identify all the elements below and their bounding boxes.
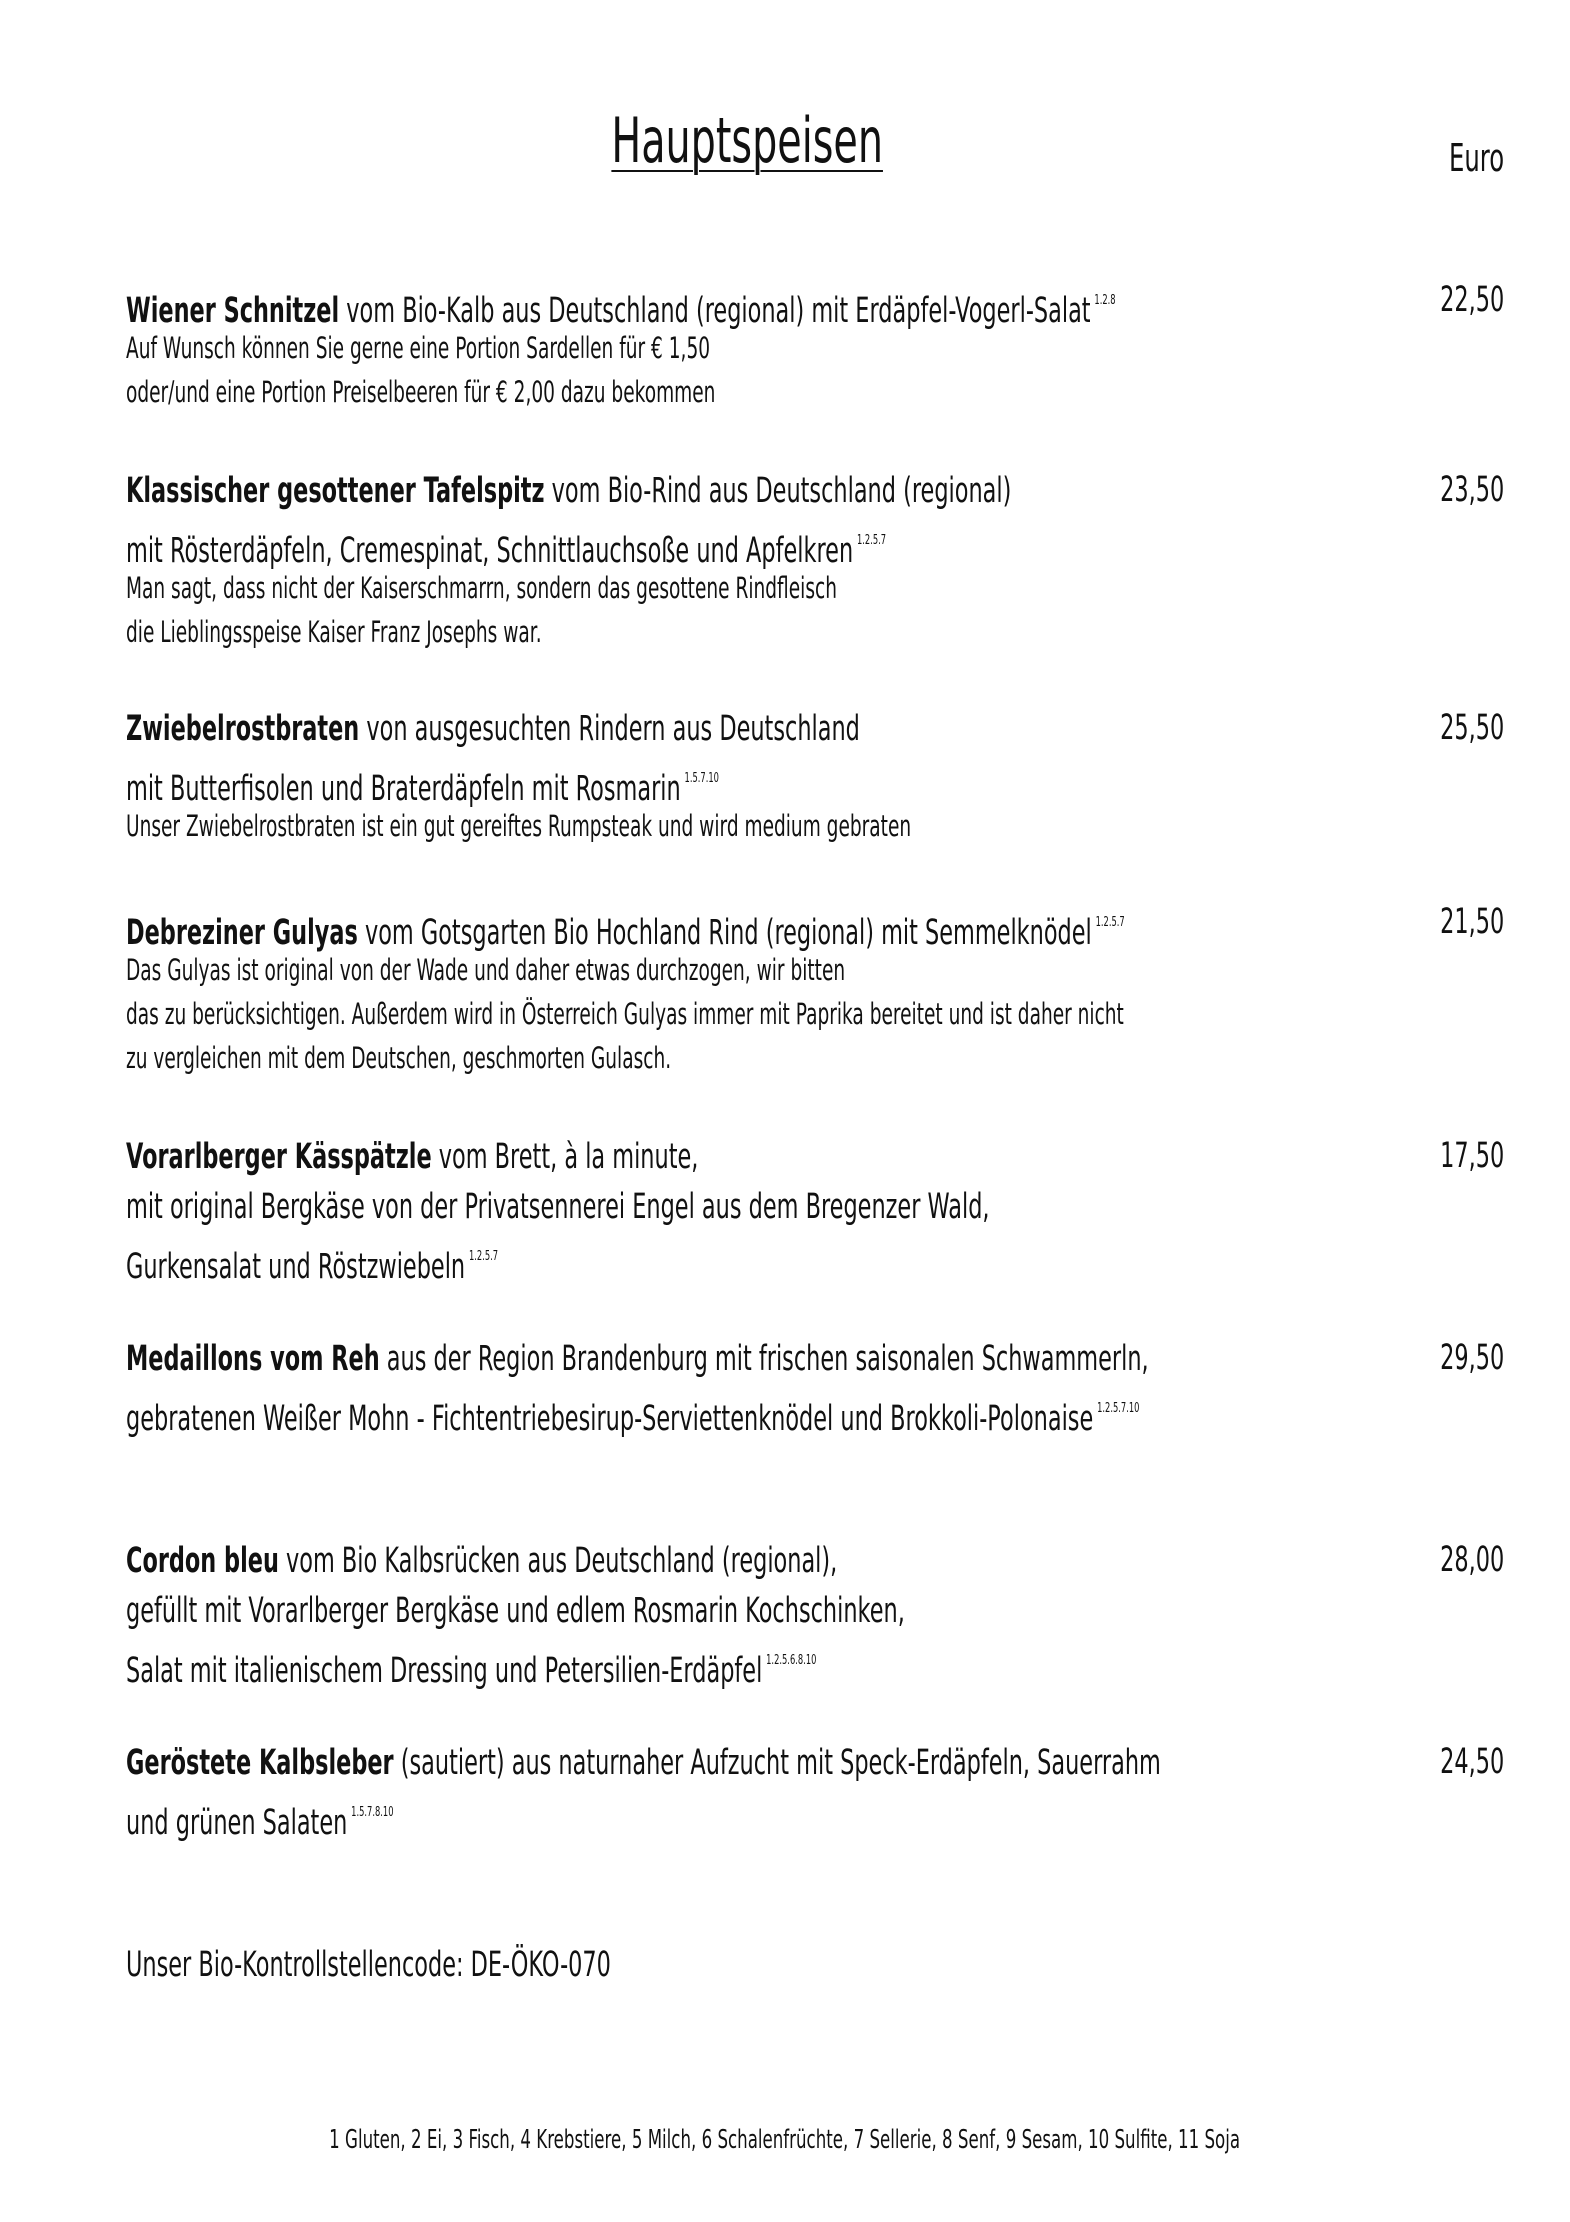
- allergen-codes: 1.2.8: [1094, 293, 1116, 308]
- dish-description: mit original Bergkäse von der Privatsennerei Engel aus dem Bregenzer Wald,: [126, 1187, 990, 1227]
- allergen-codes: 1.2.5.7.10: [1097, 1401, 1140, 1416]
- dish-description: Gurkensalat und Röstzwiebeln: [126, 1247, 466, 1287]
- dish-note: das zu berücksichtigen. Außerdem wird in Österreich Gulyas immer mit Paprika bereitet und ist daher nicht: [126, 997, 1124, 1031]
- menu-item-zwiebelrostbraten: [126, 704, 1426, 848]
- dish-description: mit Butterfisolen und Braterdäpfeln mit Rosmarin: [126, 769, 681, 809]
- dish-description: vom Bio-Rind aus Deutschland (regional): [551, 471, 1012, 511]
- dish-note: Unser Zwiebelrostbraten ist ein gut gereiftes Rumpsteak und wird medium gebraten: [126, 809, 912, 843]
- dish-price: 22,50: [1439, 280, 1504, 320]
- menu-item-cordon-bleu: [126, 1536, 1426, 1691]
- dish-note: Das Gulyas ist original von der Wade und daher etwas durchzogen, wir bitten: [126, 953, 846, 987]
- dish-description: vom Bio-Kalb aus Deutschland (regional) mit Erdäpfel-Vogerl-Salat: [346, 291, 1091, 331]
- dish-description: und grünen Salaten: [126, 1803, 348, 1843]
- allergen-codes: 1.2.5.7: [1095, 915, 1125, 930]
- dish-description: (sautiert) aus naturnaher Aufzucht mit Speck-Erdäpfeln, Sauerrahm: [400, 1743, 1161, 1783]
- menu-item-debreziner-gulyas: [126, 898, 1426, 1080]
- dish-price: 25,50: [1439, 708, 1504, 748]
- dish-name: Geröstete Kalbsleber: [126, 1743, 394, 1783]
- dish-note: Man sagt, dass nicht der Kaiserschmarrn, sondern das gesottene Rindfleisch: [126, 571, 837, 605]
- dish-note: oder/und eine Portion Preiselbeeren für € 2,00 dazu bekommen: [126, 375, 716, 409]
- dish-name: Wiener Schnitzel: [126, 291, 340, 331]
- allergen-legend: 1 Gluten, 2 Ei, 3 Fisch, 4 Krebstiere, 5 Milch, 6 Schalenfrüchte, 7 Sellerie, 8 Senf, 9 Sesam, 10 Sulfite, 11 Soja: [329, 2125, 1241, 2155]
- dish-price: 17,50: [1439, 1136, 1504, 1176]
- dish-description: mit Rösterdäpfeln, Cremespinat, Schnittlauchsoße und Apfelkren: [126, 531, 854, 571]
- menu-item-kaesspaetzle: [126, 1132, 1426, 1287]
- dish-price: 23,50: [1439, 470, 1504, 510]
- dish-price: 28,00: [1439, 1540, 1504, 1580]
- dish-description: vom Gotsgarten Bio Hochland Rind (regional) mit Semmelknödel: [364, 913, 1092, 953]
- dish-description: gebratenen Weißer Mohn - Fichtentriebesirup-Serviettenknödel und Brokkoli-Polonaise: [126, 1399, 1094, 1439]
- currency-label: Euro: [1448, 136, 1504, 180]
- allergen-codes: 1.5.7.8.10: [351, 1805, 394, 1820]
- page-title: Hauptspeisen: [611, 104, 884, 177]
- dish-description: gefüllt mit Vorarlberger Bergkäse und edlem Rosmarin Kochschinken,: [126, 1591, 905, 1631]
- allergen-codes: 1.2.5.6.8.10: [766, 1653, 817, 1668]
- menu-item-tafelspitz: [126, 466, 1426, 654]
- dish-name: Debreziner Gulyas: [126, 913, 358, 953]
- dish-price: 24,50: [1439, 1742, 1504, 1782]
- dish-description: vom Brett, à la minute,: [438, 1137, 699, 1177]
- dish-name: Vorarlberger Kässpätzle: [126, 1137, 432, 1177]
- page-title-wrapper: [0, 104, 1495, 177]
- dish-name: Zwiebelrostbraten: [126, 709, 360, 749]
- dish-description: Salat mit italienischem Dressing und Petersilien-Erdäpfel: [126, 1651, 763, 1691]
- dish-description: vom Bio Kalbsrücken aus Deutschland (regional),: [286, 1541, 838, 1581]
- menu-item-kalbsleber: [126, 1738, 1426, 1843]
- dish-price: 29,50: [1439, 1338, 1504, 1378]
- dish-name: Cordon bleu: [126, 1541, 279, 1581]
- dish-price: 21,50: [1439, 902, 1504, 942]
- dish-note: Auf Wunsch können Sie gerne eine Portion Sardellen für € 1,50: [126, 331, 711, 365]
- allergen-codes: 1.2.5.7: [468, 1249, 499, 1264]
- menu-item-medaillons-reh: [126, 1334, 1426, 1439]
- dish-note: die Lieblingsspeise Kaiser Franz Josephs war.: [126, 615, 542, 649]
- dish-description: aus der Region Brandenburg mit frischen saisonalen Schwammerln,: [386, 1339, 1149, 1379]
- dish-name: Klassischer gesottener Tafelspitz: [126, 471, 545, 511]
- allergen-codes: 1.5.7.10: [684, 771, 719, 786]
- bio-control-code: Unser Bio-Kontrollstellencode: DE-ÖKO-070: [126, 1945, 611, 1985]
- allergen-codes: 1.2.5.7: [856, 533, 887, 548]
- menu-item-wiener-schnitzel: [126, 276, 1426, 414]
- dish-name: Medaillons vom Reh: [126, 1339, 380, 1379]
- dish-description: von ausgesuchten Rindern aus Deutschland: [366, 709, 860, 749]
- dish-note: zu vergleichen mit dem Deutschen, geschmorten Gulasch.: [126, 1041, 672, 1075]
